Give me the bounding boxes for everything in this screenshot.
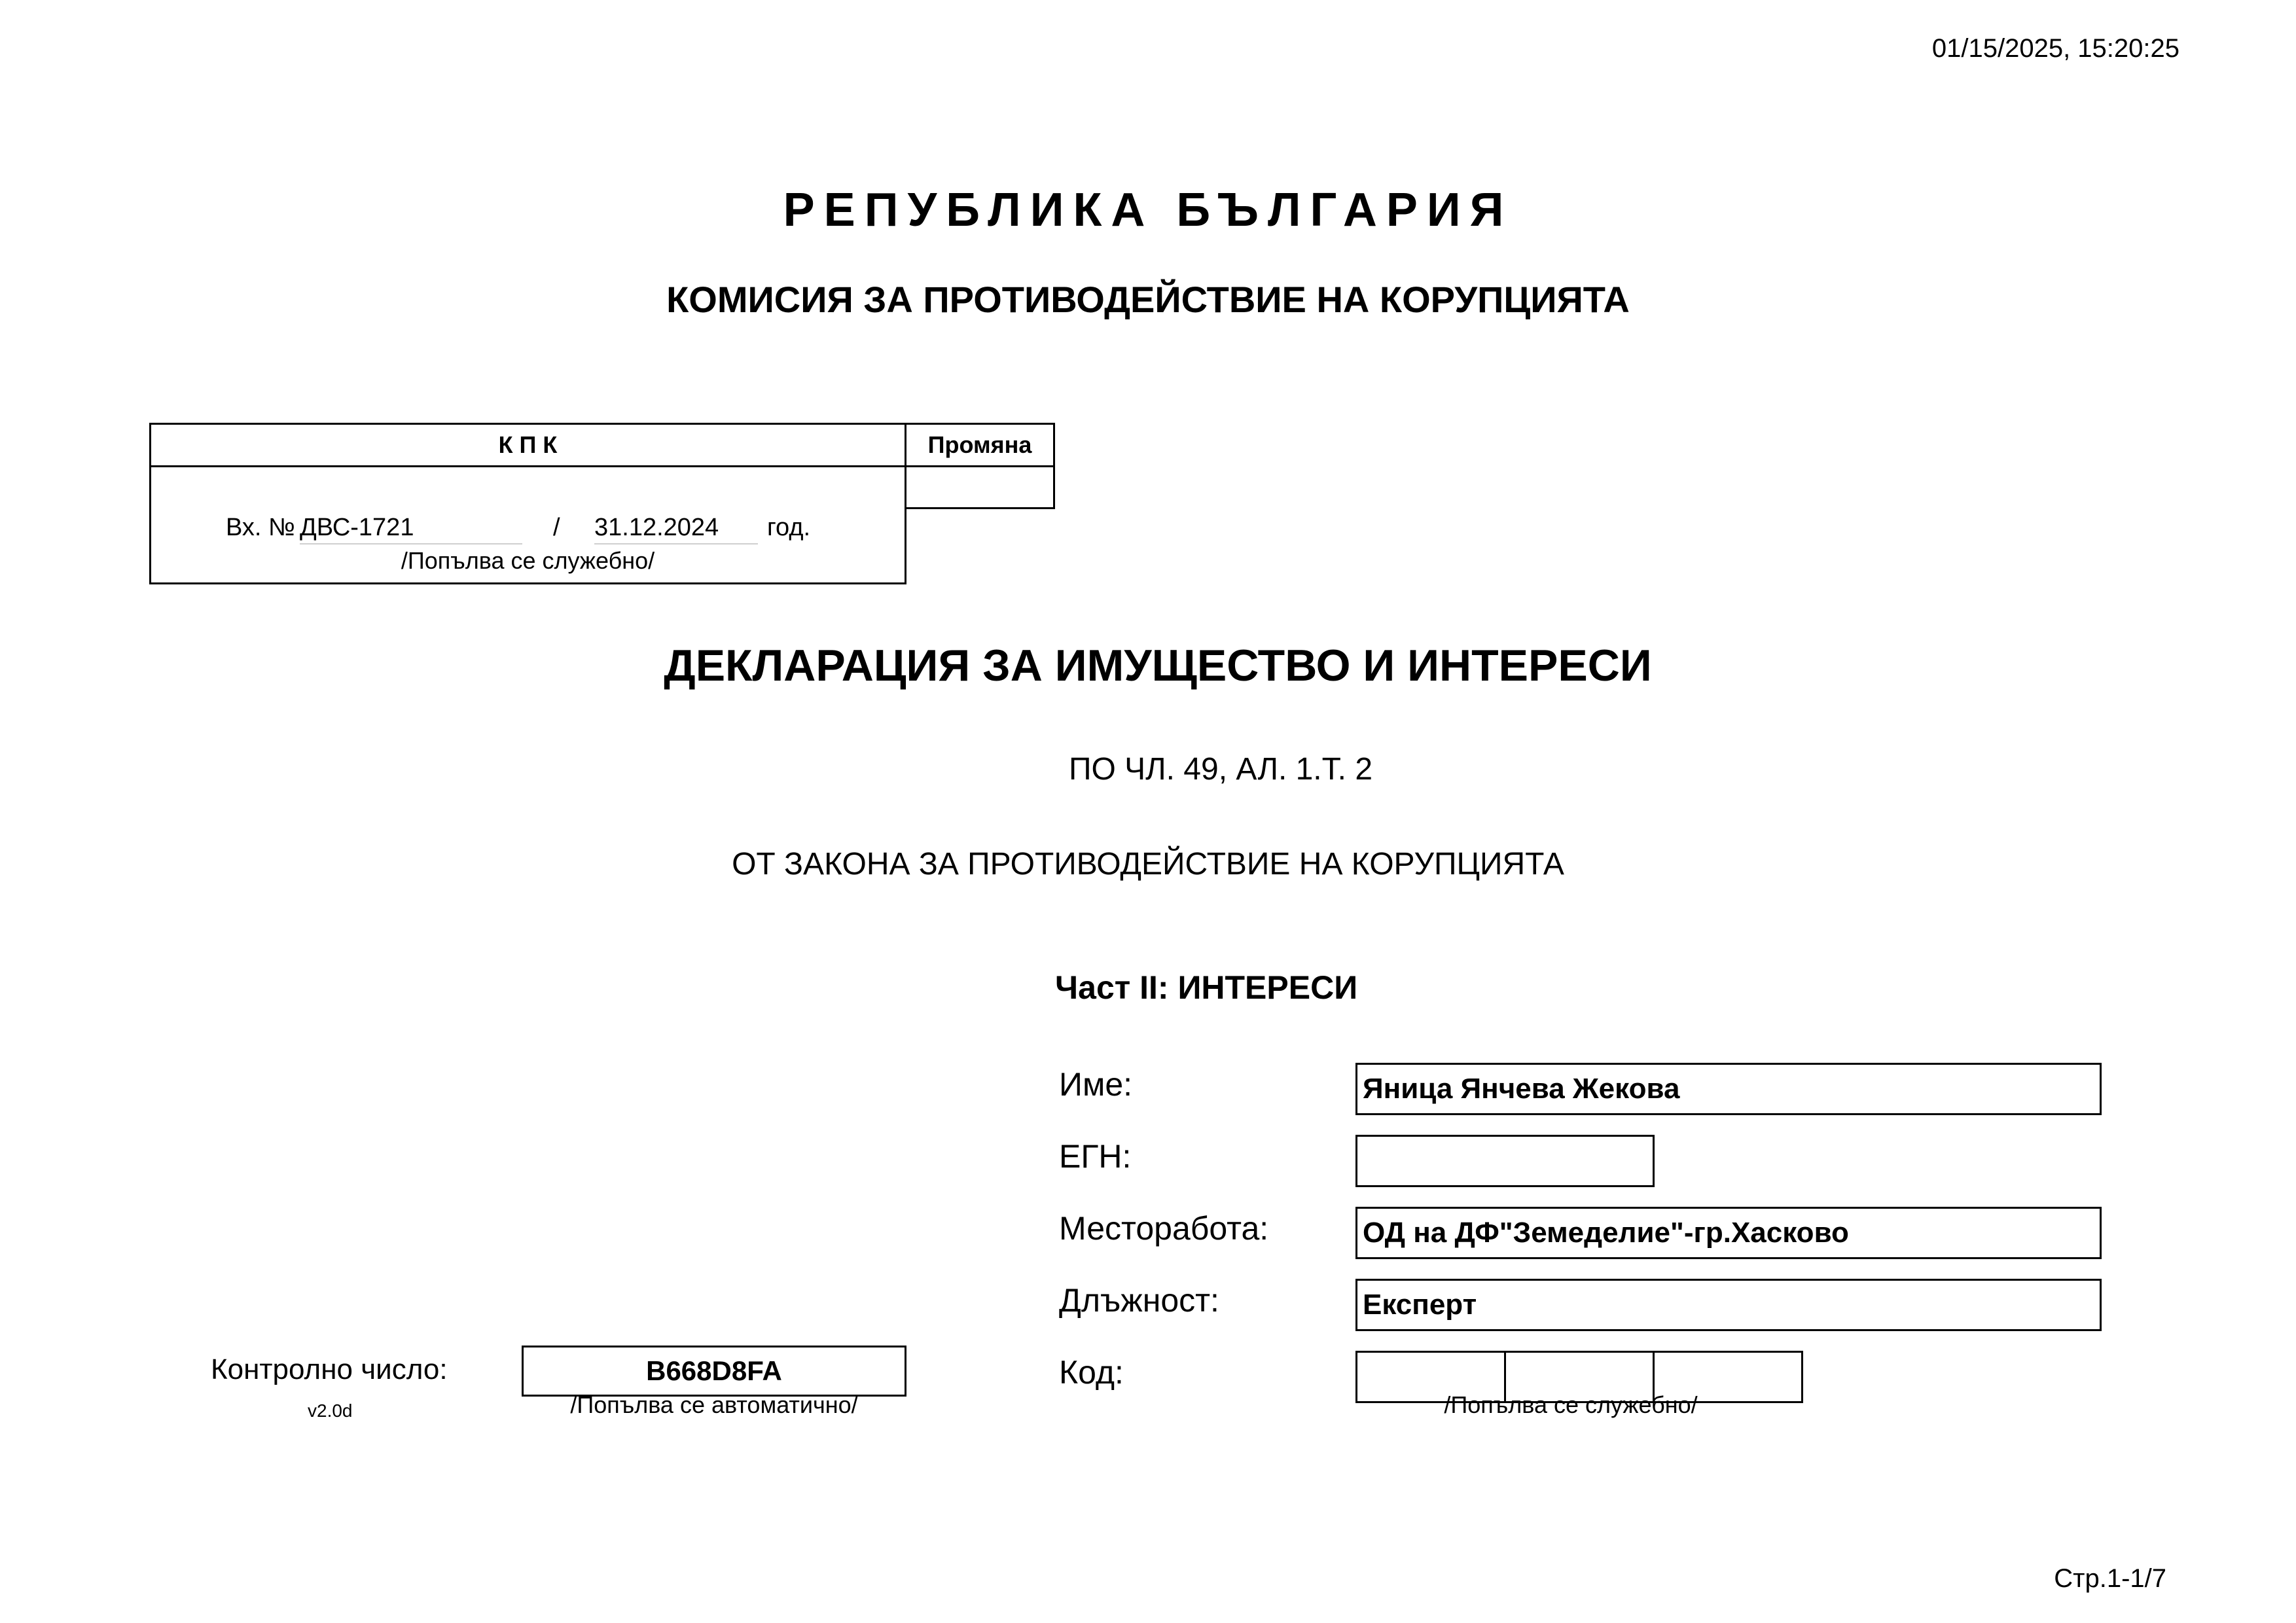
control-number-value: B668D8FA [646,1355,782,1386]
declaration-subtitle-law: ОТ ЗАКОНА ЗА ПРОТИВОДЕЙСТВИЕ НА КОРУПЦИЯТА [732,847,1564,882]
commission-title: КОМИСИЯ ЗА ПРОТИВОДЕЙСТВИЕ НА КОРУПЦИЯТА [666,279,1630,320]
workplace-field[interactable]: ОД на ДФ"Земеделие"-гр.Хасково [1355,1207,2102,1259]
declaration-subtitle-article: ПО ЧЛ. 49, АЛ. 1.Т. 2 [1068,752,1373,787]
change-header-cell [905,423,1055,467]
control-number-field [522,1346,906,1397]
control-number-note: /Попълва се автоматично/ [570,1391,858,1418]
declaration-title: ДЕКЛАРАЦИЯ ЗА ИМУЩЕСТВО И ИНТЕРЕСИ [664,641,1652,690]
egn-label: ЕГН: [1059,1138,1132,1175]
position-label: Длъжност: [1059,1282,1219,1319]
workplace-label: Месторабота: [1059,1210,1269,1247]
registration-separator: / [553,514,560,541]
page-number: Стр.1-1/7 [2054,1564,2166,1593]
kpk-label: К П К [498,431,558,458]
position-field[interactable]: Експерт [1355,1279,2102,1331]
print-timestamp: 01/15/2025, 15:20:25 [1931,34,2179,63]
change-value-cell[interactable] [905,465,1055,509]
form-version: v2.0d [308,1400,353,1421]
kpk-header-cell [149,423,906,467]
egn-field[interactable] [1355,1135,1655,1187]
code-note: /Попълва се служебно/ [1444,1391,1698,1418]
registration-number-label: Вх. № [226,514,295,541]
name-field[interactable]: Яница Янчева Жекова [1355,1063,2102,1115]
registration-note: /Попълва се служебно/ [401,547,655,574]
registration-number-field[interactable]: ДВС-1721 [300,514,522,544]
registration-date-field[interactable]: 31.12.2024 [594,514,758,544]
name-label: Име: [1059,1066,1133,1103]
control-number-label: Контролно число: [211,1353,448,1385]
change-label: Промяна [927,431,1032,458]
code-label: Код: [1059,1354,1124,1391]
part-title: Част II: ИНТЕРЕСИ [1055,969,1358,1006]
country-title: РЕПУБЛИКА БЪЛГАРИЯ [783,184,1513,236]
registration-year-label: год. [767,514,811,541]
